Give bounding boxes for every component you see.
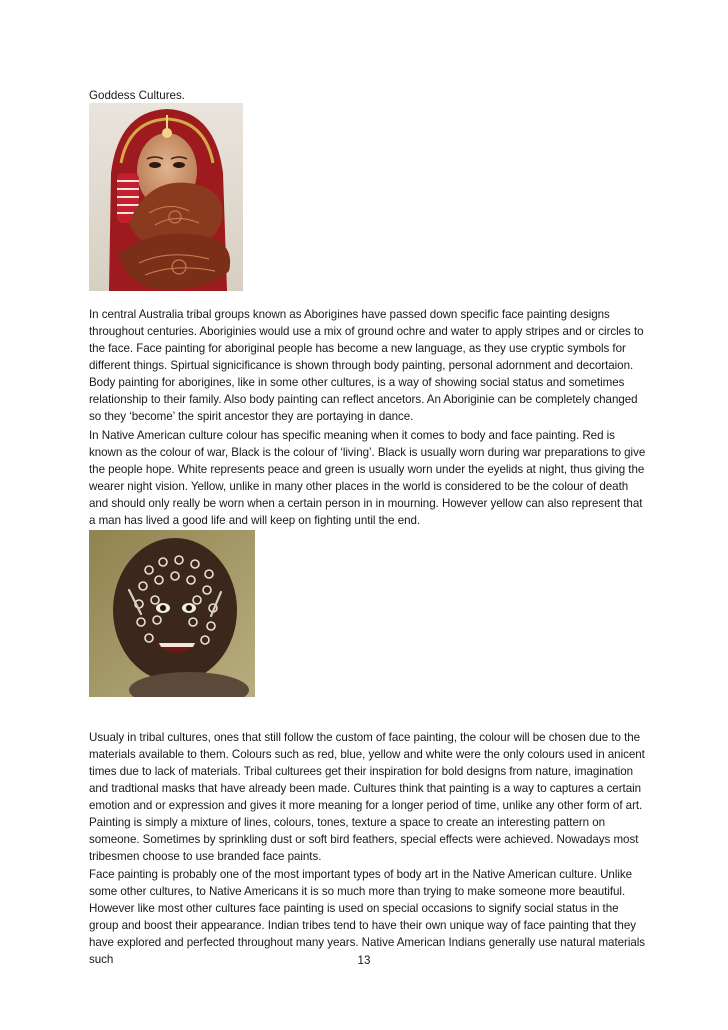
- henna-bride-photo: [89, 103, 243, 291]
- section-heading: Goddess Cultures.: [89, 89, 186, 102]
- paragraph-4: Face painting is probably one of the most important types of body art in the Native American culture. Unlike some other cultures, to Native Americans it is so much more than trying to make someone more beautiful. However like most other cultures face painting is used on special occasions to signify social status in the group and boost their appearance. Indian tribes tend to have their own unique way of face painting that they have explored and perfected throughout many years. Native American Indians generally use natural materials such: [89, 868, 646, 966]
- paragraph-2: In Native American culture colour has specific meaning when it comes to body and face painting. Red is known as the colour of war, Black is the colour of ‘living’. Black is usually worn during war preparations to give the people hope. White represents peace and green is usually worn under the eyelids at night, thus giving the wearer night vision. Yellow, unlike in many other places in the world is considered to be the colour of death and should only really be worn when a certain person in in mourning. However yellow can also represent that a man has lived a good life and will keep on fighting until the end.: [89, 429, 646, 527]
- painted-child-photo: [89, 530, 255, 697]
- paragraph-1: In central Australia tribal groups known as Aborigines have passed down specific face painting designs throughout centuries. Aboriginies would use a mix of ground ochre and water to apply stripes and or circles to the face. Face painting for aboriginal people has become a new language, as they use cryptic symbols for different things. Spirtual signicificance is shown through body painting, personal adornment and decortaion. Body painting for aborigines, like in some other cultures, is a way of showing social status and sometimes relationship to their family. Also body painting can reflect ancetors. An Aboriginie can be completely changed so they ‘become’ the spirit ancestor they are portaying in dance.: [89, 308, 644, 423]
- paragraph-3: Usualy in tribal cultures, ones that still follow the custom of face painting, the colour will be chosen due to the materials available to them. Colours such as red, blue, yellow and white were the only colours used in anicent times due to lack of materials. Tribal culturees get their inspiration for bold designs from nature, imagination and tradtional masks that have already been made. Cultures think that painting is a way to captures a certain emotion and or expression and gives it more meaning for a longer period of time, unlike any other form of art. Painting is simply a mixture of lines, colours, tones, texture a space to create an interesting pattern on someone. Sometimes by sprinkling dust or soft bird feathers, special effects were achieved. Nowadays most tribesmen choose to use branded face paints.: [89, 731, 645, 863]
- page-number: 13: [357, 954, 371, 967]
